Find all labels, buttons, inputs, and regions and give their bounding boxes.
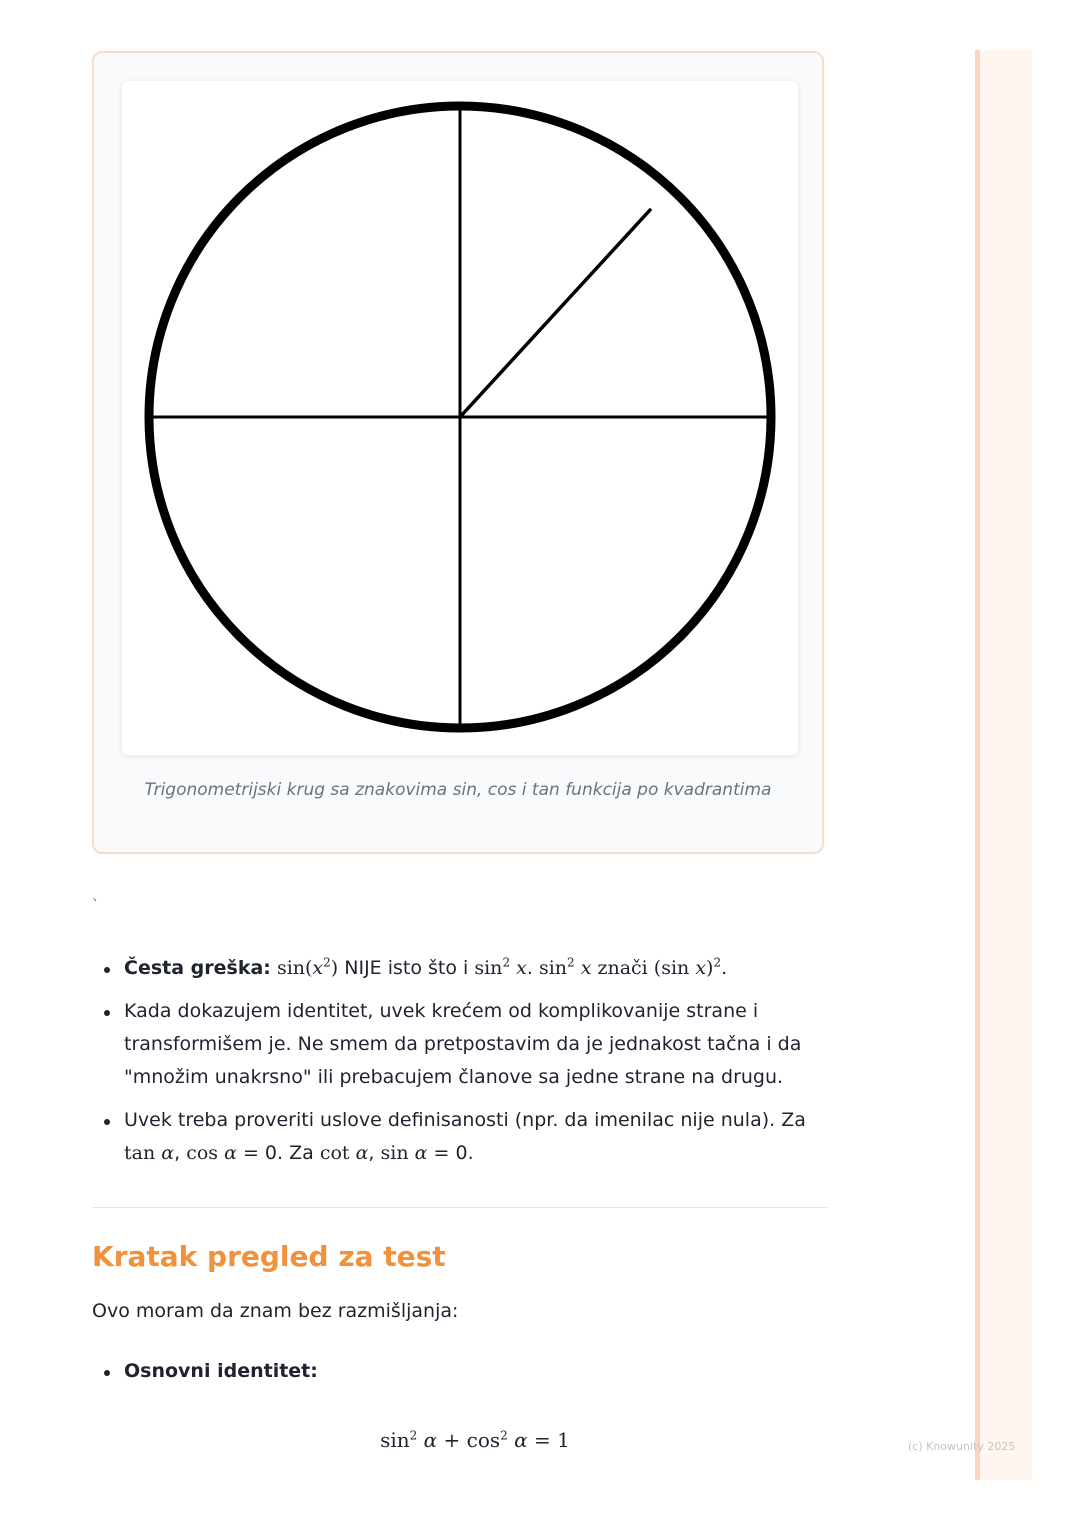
math-sin2x: $\sin^2 x$ [474,955,527,979]
section-intro: Ovo moram da znam bez razmišljanja: [92,1300,459,1322]
math-sin-x2: $\sin(x^2)$ [276,955,339,979]
figure-image-frame [122,81,798,755]
math-cot-alpha: cot α [319,1142,369,1164]
math-sin-alpha: sin α [380,1142,428,1164]
math-sin2x: $\sin^2 x$ [538,955,592,979]
divider [92,1207,827,1208]
list-item: Osnovni identitet: [92,1355,318,1388]
bold-label: Česta greška: [124,957,271,979]
figure-caption: Trigonometrijski krug sa znakovima sin, cos i tan funkcija po kvadrantima [144,780,772,800]
list-item: Uvek treba proveriti uslove definisanosti (npr. da imenilac nije nula). Za tan α, cos α = 0. Za cot α, sin α = 0. [92,1104,832,1170]
mistakes-list [92,952,832,1180]
side-band [975,50,1032,1480]
stray-mark: ` [92,898,99,914]
copyright-text: (c) Knowunity 2025 [908,1440,1016,1453]
math-tan-alpha: tan α [124,1142,175,1164]
math-sinx-squared: znači (sin x)$^2$. [597,955,728,979]
summary-list [92,1355,318,1388]
figure-card [92,51,824,854]
section-title: Kratak pregled za test [92,1240,446,1273]
pythagorean-identity-formula: $\sin^2 \alpha + \cos^2 \alpha = 1$ [380,1428,570,1452]
list-item: Česta greška: $\sin(x^2)$ NIJE isto što i $\sin^2 x$. $\sin^2 x$ znači (sin x)$^2$. [92,952,832,985]
list-item: Kada dokazujem identitet, uvek krećem od komplikovanije strane i transformišem je. Ne smem da pretpostavim da je jednakost tačna i da "množim unakrsno" ili prebacujem članove sa jedne strane na drugu. [92,995,832,1094]
math-cos-alpha: cos α [186,1142,237,1164]
text: NIJE isto što i [344,957,469,979]
unit-circle-diagram [122,81,798,755]
